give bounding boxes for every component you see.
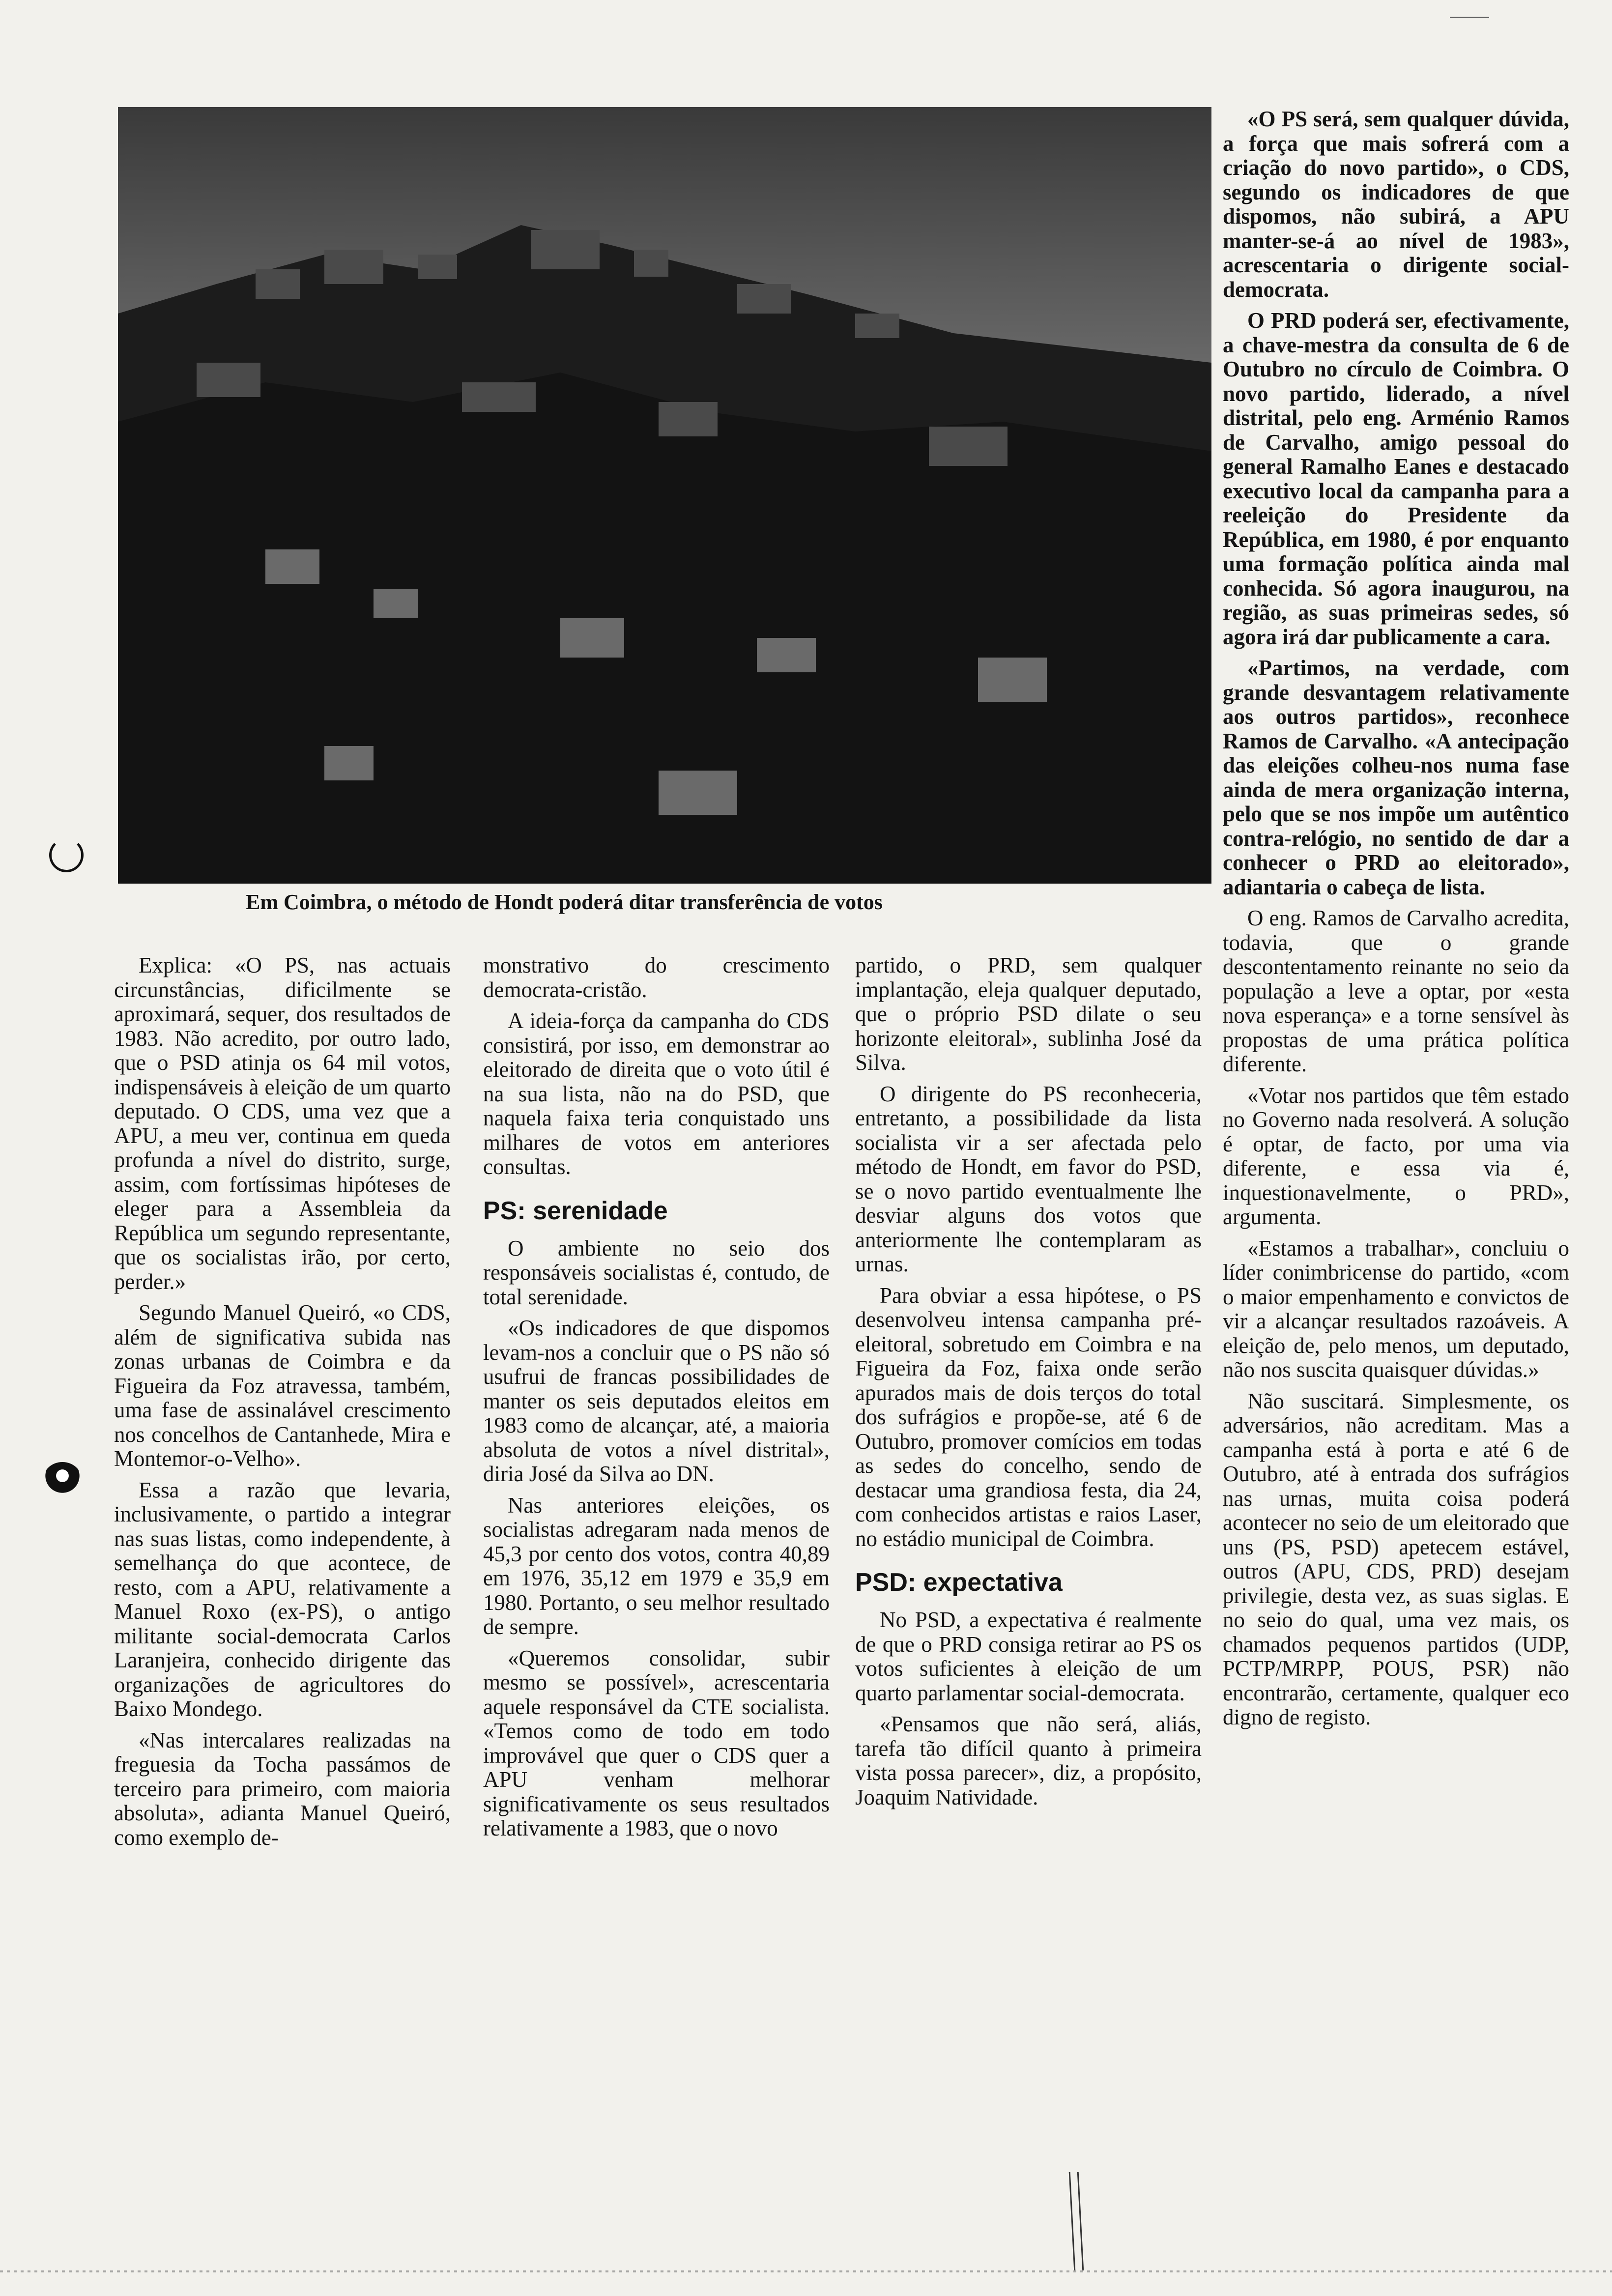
pen-scrawl-mark bbox=[1069, 2172, 1084, 2270]
bottom-scan-edge bbox=[0, 2270, 1612, 2272]
binding-hole-mark bbox=[49, 838, 84, 872]
article-paragraph: No PSD, a expectativa é realmente de que o PRD consiga retirar ao PS os votos suficientes à eleição de um quarto parlamentar social-democrata. bbox=[855, 1607, 1202, 1705]
article-paragraph: Não suscitará. Simplesmente, os adversários, não acreditam. Mas a campanha está à porta e até 6 de Outubro, até à entrada dos sufrágios nas urnas, muita coisa poderá acontecer no seio de um eleitorado que uns (PS, PSD) apetecem estável, outros (APU, CDS, PRD) desejam privilegie, desta vez, as suas siglas. E no seio do qual, uma vez mais, os chamados pequenos partidos (UDP, PCTP/MRPP, POUS, PSR) não encontrarão, certamente, qualquer eco digno de registo. bbox=[1223, 1388, 1569, 1729]
article-paragraph: Explica: «O PS, nas actuais circunstâncias, dificilmente se aproximará, sequer, dos resultados de 1983. Não acredito, por outro lado, que o PSD atinja os 64 mil votos, indispensáveis à eleição de um quarto deputado. O CDS, uma vez que a APU, a meu ver, continua em queda profunda a nível do distrito, surge, assim, com fortíssimas hipóteses de eleger para a Assembleia da República um segundo representante, que os socialistas irão, por certo, perder.» bbox=[114, 953, 451, 1294]
photo-caption: Em Coimbra, o método de Hondt poderá ditar transferência de votos bbox=[246, 890, 883, 914]
article-paragraph: «Pensamos que não será, aliás, tarefa tão difícil quanto à primeira vista possa parecer», diz, a propósito, Joaquim Natividade. bbox=[855, 1712, 1202, 1809]
article-paragraph: Segundo Manuel Queiró, «o CDS, além de significativa subida nas zonas urbanas de Coimbra e da Figueira da Foz atravessa, também, uma fase de assinalável crescimento nos concelhos de Cantanhede, Mira e Montemor-o-Velho». bbox=[114, 1300, 451, 1471]
article-paragraph: «Queremos consolidar, subir mesmo se possível», acrescentaria aquele responsável da CTE socialista. «Temos como de todo em todo improvável que quer o CDS quer a APU venham melhorar significativamente os seus resultados relativamente a 1983, que o novo bbox=[483, 1645, 830, 1840]
binding-hole-mark-2 bbox=[43, 1462, 82, 1496]
article-paragraph: O dirigente do PS reconheceria, entretanto, a possibilidade da lista socialista vir a ser afectada pelo método de Hondt, em favor do PSD, se o novo partido eventualmente lhe desviar alguns dos votos que anteriormente lhe contemplaram as urnas. bbox=[855, 1081, 1202, 1276]
photo-coimbra-cityscape bbox=[118, 107, 1211, 884]
article-paragraph: monstrativo do crescimento democrata-cristão. bbox=[483, 953, 830, 1002]
section-heading: PSD: expectativa bbox=[855, 1568, 1063, 1597]
article-paragraph: O PRD poderá ser, efectivamente, a chave-mestra da consulta de 6 de Outubro no círculo de Coimbra. O novo partido, liderado, a nível distrital, pelo eng. Arménio Ramos de Carvalho, amigo pessoal do general Ramalho Eanes e destacado executivo local da campanha para a reeleição do Presidente da República, em 1980, é por enquanto uma formação política ainda mal conhecida. Só agora inaugurou, na região, as suas primeiras sedes, só agora irá dar publicamente a cara. bbox=[1223, 308, 1569, 649]
article-paragraph: «Votar nos partidos que têm estado no Governo nada resolverá. A solução é optar, de facto, por uma via diferente, e essa via é, inquestionavelmente, o PRD», argumenta. bbox=[1223, 1083, 1569, 1229]
article-paragraph: partido, o PRD, sem qualquer implantação, eleja qualquer deputado, que o próprio PSD dilate o seu horizonte eleitoral», sublinha José da Silva. bbox=[855, 953, 1202, 1075]
article-paragraph: O ambiente no seio dos responsáveis socialistas é, contudo, de total serenidade. bbox=[483, 1235, 830, 1309]
article-paragraph: «Partimos, na verdade, com grande desvantagem relativamente aos outros partidos», reconhece Ramos de Carvalho. «A antecipação das eleições colheu-nos numa fase ainda de mera organização interna, pelo que se nos impõe um autêntico contra-relógio, no sentido de dar a conhecer o PRD ao eleitorado», adiantaria o cabeça de lista. bbox=[1223, 656, 1569, 899]
article-paragraph: O eng. Ramos de Carvalho acredita, todavia, que o grande descontentamento reinante no seio da população a leve a optar, por «esta nova esperança» e a torne sensível às propostas de uma prática política diferente. bbox=[1223, 906, 1569, 1076]
article-paragraph: Nas anteriores eleições, os socialistas adregaram nada menos de 45,3 por cento dos votos, contra 40,89 em 1976, 35,12 em 1979 e 35,9 em 1980. Portanto, o seu melhor resultado de sempre. bbox=[483, 1492, 830, 1639]
article-paragraph: Essa a razão que levaria, inclusivamente, o partido a integrar nas suas listas, como independente, à semelhança do que acontece, de resto, com a APU, relativamente a Manuel Roxo (ex-PS), o antigo militante social-democrata Carlos Laranjeira, conhecido dirigente das organizações de agricultores do Baixo Mondego. bbox=[114, 1477, 451, 1721]
column-2 bbox=[483, 953, 830, 1848]
column-1 bbox=[114, 953, 451, 1857]
section-heading: PS: serenidade bbox=[483, 1196, 668, 1225]
article-paragraph: «Os indicadores de que dispomos levam-nos a concluir que o PS não só usufrui de francas possibilidades de manter os seis deputados eleitos em 1983 como de alcançar, até, a maioria absoluta de votos a nível distrital», diria José da Silva ao DN. bbox=[483, 1316, 830, 1486]
article-paragraph: «Nas intercalares realizadas na freguesia da Tocha passámos de terceiro para primeiro, com maioria absoluta», adianta Manuel Queiró, como exemplo de- bbox=[114, 1727, 451, 1850]
article-paragraph: «O PS será, sem qualquer dúvida, a força que mais sofrerá com a criação do novo partido», o CDS, segundo os indicadores de que dispomos, não subirá, a APU manter-se-á ao nível de 1983», acrescentaria o dirigente social-democrata. bbox=[1223, 107, 1569, 302]
article-paragraph: «Estamos a trabalhar», concluiu o líder conimbricense do partido, «com o maior empenhamento e convictos de vir a alcançar resultados razoáveis. A eleição de, pelo menos, um deputado, não nos suscita quaisquer dúvidas.» bbox=[1223, 1235, 1569, 1382]
cityscape-image bbox=[118, 107, 1211, 884]
column-4 bbox=[1223, 107, 1569, 1737]
column-3 bbox=[855, 953, 1202, 1816]
article-paragraph: Para obviar a essa hipótese, o PS desenvolveu intensa campanha pré-eleitoral, sobretudo em Coimbra e na Figueira da Foz, faixa onde serão apurados mais de dois terços do total dos sufrágios e propõe-se, até 6 de Outubro, promover comícios em todas as sedes do concelho, sendo de destacar uma grandiosa festa, dia 24, com conhecidos artistas e raios Laser, no estádio municipal de Coimbra. bbox=[855, 1283, 1202, 1551]
top-rule bbox=[1450, 17, 1489, 18]
article-paragraph: A ideia-força da campanha do CDS consistirá, por isso, em demonstrar ao eleitorado de direita que o voto útil é na sua lista, não na do PSD, que naquela faixa teria conquistado uns milhares de votos em anteriores consultas. bbox=[483, 1008, 830, 1179]
